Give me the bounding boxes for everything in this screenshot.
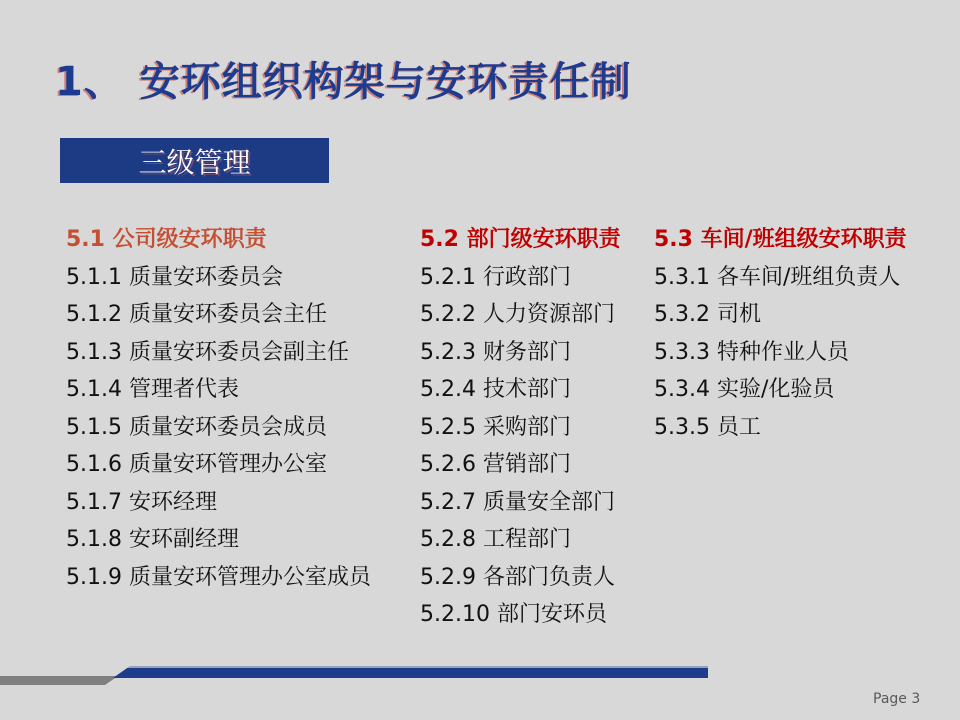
list-item: 5.2.6 营销部门 xyxy=(420,452,571,477)
footer-gray-bar xyxy=(0,676,118,685)
list-item: 5.2.5 采购部门 xyxy=(420,414,571,440)
list-item: 5.3.5 员工 xyxy=(654,414,761,440)
list-item: 5.2.4 技术部门 xyxy=(420,377,571,402)
list-item: 5.2.10 部门安环员 xyxy=(420,602,607,627)
page-title: 1、 安环组织构架与安环责任制 xyxy=(55,59,632,105)
list-item: 5.1.2 质量安环委员会主任 xyxy=(66,302,327,327)
list-item: 5.1.7 安环经理 xyxy=(66,489,217,515)
list-item: 5.3.4 实验/化验员 xyxy=(654,377,835,402)
list-item: 5.1.5 质量安环委员会成员 xyxy=(66,414,327,440)
list-item: 5.1.1 质量安环委员会 xyxy=(66,264,283,290)
list-item: 5.3.2 司机 xyxy=(654,302,761,327)
list-item: 5.3.3 特种作业人员 xyxy=(654,339,849,365)
list-item: 5.2.8 工程部门 xyxy=(420,527,571,552)
column-items xyxy=(654,259,954,447)
list-item: 5.2.3 财务部门 xyxy=(420,339,571,365)
list-item: 5.2.1 行政部门 xyxy=(420,264,571,290)
level-banner xyxy=(60,138,329,183)
column-department-level xyxy=(420,221,650,634)
footer-blue-bar xyxy=(113,666,708,678)
page-number: Page 3 xyxy=(873,691,921,707)
column-items xyxy=(66,259,416,597)
column-header: 5.1 公司级安环职责 xyxy=(66,227,267,252)
column-items xyxy=(420,259,650,634)
list-item: 5.1.6 质量安环管理办公室 xyxy=(66,452,327,477)
list-item: 5.1.9 质量安环管理办公室成员 xyxy=(66,564,371,590)
list-item: 5.2.9 各部门负责人 xyxy=(420,564,615,590)
list-item: 5.2.2 人力资源部门 xyxy=(420,302,615,327)
list-item: 5.1.8 安环副经理 xyxy=(66,527,239,552)
list-item: 5.2.7 质量安全部门 xyxy=(420,489,615,515)
column-workshop-level xyxy=(654,221,954,446)
level-banner-label: 三级管理 xyxy=(138,145,251,179)
column-company-level xyxy=(66,221,416,596)
column-header: 5.3 车间/班组级安环职责 xyxy=(654,227,907,252)
list-item: 5.3.1 各车间/班组负责人 xyxy=(654,264,901,290)
list-item: 5.1.3 质量安环委员会副主任 xyxy=(66,339,349,365)
list-item: 5.1.4 管理者代表 xyxy=(66,377,239,402)
column-header: 5.2 部门级安环职责 xyxy=(420,227,621,252)
